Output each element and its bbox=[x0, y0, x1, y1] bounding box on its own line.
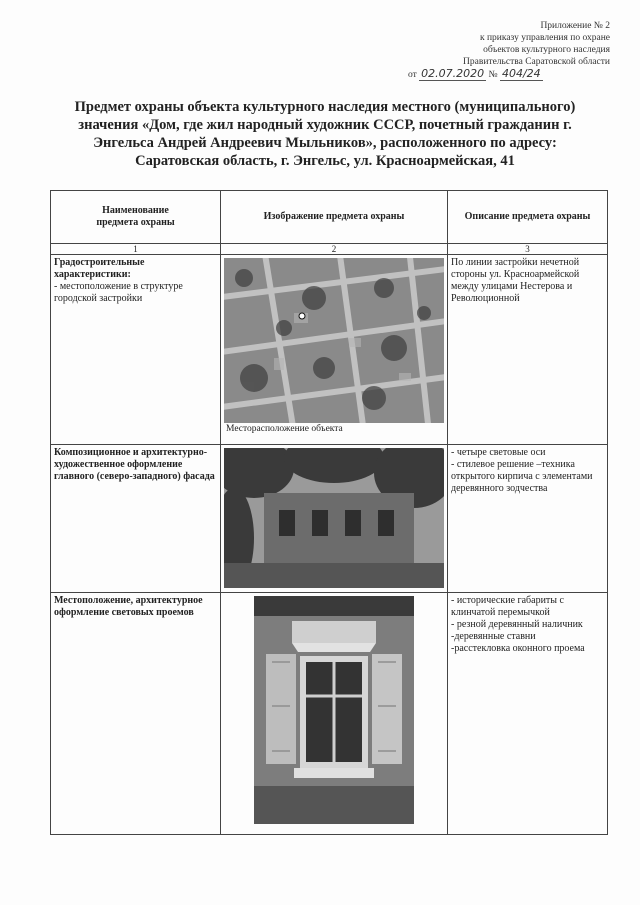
header-name-line-1: Наименование bbox=[102, 205, 169, 216]
description-item: По линии застройки нечетной стороны ул. Красноармейской между улицами Нестерова и Революционной bbox=[451, 257, 580, 304]
window-photo bbox=[254, 596, 414, 824]
row-name-bold: Местоположение, архитектурное оформление световых проемов bbox=[54, 595, 203, 618]
table-header-row bbox=[51, 191, 608, 244]
description-item: - стилевое решение –техника открытого кирпича с элементами деревянного зодчества bbox=[451, 459, 593, 494]
header-image: Изображение предмета охраны bbox=[221, 191, 448, 244]
description-item: - исторические габариты с клинчатой перемычкой bbox=[451, 595, 564, 618]
appendix-line-4: Правительства Саратовской области bbox=[463, 57, 610, 67]
row-name-bold: характеристики: bbox=[54, 269, 131, 280]
row-name-detail: - местоположение в структуре городской застройки bbox=[54, 281, 183, 304]
row-name-cell bbox=[51, 593, 221, 835]
row-description-cell bbox=[448, 593, 608, 835]
row-description-cell bbox=[448, 255, 608, 445]
date-prefix: от bbox=[408, 70, 417, 80]
header-name-line-2: предмета охраны bbox=[96, 217, 175, 228]
description-item: - четыре световые оси bbox=[451, 447, 546, 458]
table-row bbox=[51, 593, 608, 835]
title-line-1: Предмет охраны объекта культурного наследия местного (муниципального) bbox=[74, 99, 576, 115]
satellite-map-photo bbox=[224, 258, 444, 423]
date-value: 02.07.2020 bbox=[421, 67, 485, 80]
number-value: 404/24 bbox=[501, 67, 541, 80]
appendix-date-line bbox=[390, 68, 610, 81]
header-description: Описание предмета охраны bbox=[448, 191, 608, 244]
row-image-cell bbox=[221, 255, 448, 445]
column-number: 1 bbox=[51, 244, 221, 255]
description-item: -деревянные ставни bbox=[451, 631, 536, 642]
header-name bbox=[51, 191, 221, 244]
row-name-cell bbox=[51, 445, 221, 593]
row-name-bold: Композиционное и архитектурно-художественное оформление главного (северо-западного) фасада bbox=[54, 447, 215, 482]
protection-subject-table bbox=[50, 190, 608, 835]
description-item: -расстекловка оконного проема bbox=[451, 643, 585, 654]
row-name-bold: Градостроительные bbox=[54, 257, 145, 268]
row-name-cell bbox=[51, 255, 221, 445]
document-title bbox=[40, 98, 610, 170]
facade-photo bbox=[224, 448, 444, 588]
title-line-3: Энгельса Андрей Андреевич Мыльников», расположенного по адресу: bbox=[93, 135, 557, 151]
number-prefix: № bbox=[488, 70, 498, 80]
appendix-line-3: объектов культурного наследия bbox=[483, 45, 610, 55]
table-row bbox=[51, 445, 608, 593]
title-line-4: Саратовская область, г. Энгельс, ул. Красноармейская, 41 bbox=[135, 153, 515, 169]
description-item: - резной деревянный наличник bbox=[451, 619, 583, 630]
column-numbers-row bbox=[51, 244, 608, 255]
column-number: 3 bbox=[448, 244, 608, 255]
row-description-cell bbox=[448, 445, 608, 593]
image-caption: Месторасположение объекта bbox=[226, 424, 343, 434]
appendix-line-1: Приложение № 2 bbox=[540, 21, 610, 31]
row-image-cell bbox=[221, 593, 448, 835]
column-number: 2 bbox=[221, 244, 448, 255]
appendix-line-2: к приказу управления по охране bbox=[479, 33, 610, 43]
title-line-2: значения «Дом, где жил народный художник СССР, почетный гражданин г. bbox=[78, 117, 572, 133]
appendix-block bbox=[390, 20, 610, 81]
table-row bbox=[51, 255, 608, 445]
row-image-cell bbox=[221, 445, 448, 593]
